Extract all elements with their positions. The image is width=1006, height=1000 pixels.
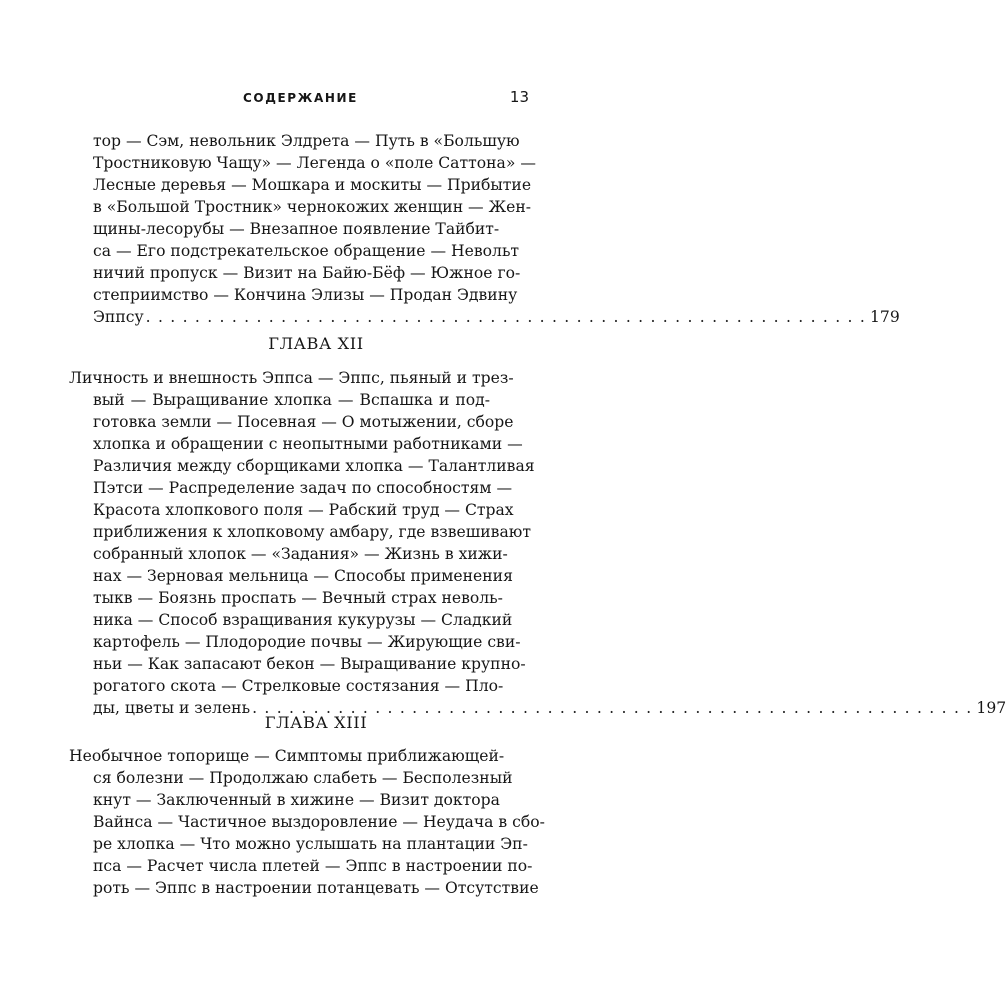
text-line: ньи — Как запасают бекон — Выращивание крупно- [93, 655, 526, 673]
text-line: ре хлопка — Что можно услышать на плантации Эп- [93, 835, 528, 853]
dot-leader: . . . . . . . . . . . . . . . . . . . . . . . . . . . . . . . . . . . . . . . . . . . . . . . . . . . . . . . . . . . [145, 308, 866, 326]
text-line: ничий пропуск — Визит на Байю-Бёф — Южное го- [93, 264, 521, 282]
text-line: ника — Способ взращивания кукурузы — Сладкий [93, 611, 513, 629]
text-line: пса — Расчет числа плетей — Эппс в настроении по- [93, 857, 533, 875]
text-line: ся болезни — Продолжаю слабеть — Бесполезный [93, 769, 513, 787]
text-line: в «Большой Тростник» чернокожих женщин — Жен- [93, 198, 532, 216]
text-line: готовка земли — Посевная — О мотыжении, сборе [93, 413, 514, 431]
text-line: степриимство — Кончина Элизы — Продан Эдвину [93, 286, 518, 304]
toc-page-number: 179 [870, 308, 900, 326]
text-line: собранный хлопок — «Задания» — Жизнь в хижи- [93, 545, 508, 563]
toc-page-number: 197 [976, 699, 1006, 717]
running-head [0, 88, 632, 112]
toc-entry-end[interactable] [93, 306, 900, 328]
text-line: кнут — Заключенный в хижине — Визит доктора [93, 791, 500, 809]
text-line: Пэтси — Распределение задач по способностям — [93, 479, 513, 497]
text-line: са — Его подстрекательское обращение — Невольт [93, 242, 520, 260]
text-line: Тростниковую Чащу» — Легенда о «поле Саттона» — [93, 154, 536, 172]
text-line: Красота хлопкового поля — Рабский труд — Страх [93, 501, 514, 519]
text-line: картофель — Плодородие почвы — Жирующие сви- [93, 633, 521, 651]
text-line: Эппсу [93, 308, 144, 326]
page-number: 13 [509, 88, 529, 106]
text-line: Вайнса — Частичное выздоровление — Неудача в сбо- [93, 813, 545, 831]
text-line: приближения к хлопковому амбару, где взвешивают [93, 523, 531, 541]
text-line: Необычное топорище — Симптомы приближающей- [69, 747, 505, 765]
text-line: Личность и внешность Эппса — Эппс, пьяный и трез- [69, 369, 514, 387]
text-line: ды, цветы и зелень [93, 699, 251, 717]
text-line: Лесные деревья — Мошкара и москиты — Прибытие [93, 176, 532, 194]
chapter-heading[interactable]: ГЛАВА XIII [264, 713, 368, 732]
text-line: вый — Выращивание хлопка — Вспашка и под- [93, 391, 490, 409]
dot-leader: . . . . . . . . . . . . . . . . . . . . . . . . . . . . . . . . . . . . . . . . . . . . . . . . . . . . . . . . . . . [252, 699, 973, 717]
text-line: щины-лесорубы — Внезапное появление Тайбит- [93, 220, 500, 238]
text-line: тыкв — Боязнь проспать — Вечный страх неволь- [93, 589, 503, 607]
text-line: роть — Эппс в настроении потанцевать — Отсутствие [93, 879, 539, 897]
chapter-heading[interactable]: ГЛАВА XII [268, 334, 364, 353]
text-line: нах — Зерновая мельница — Способы применения [93, 567, 513, 585]
text-line: рогатого скота — Стрелковые состязания — Пло- [93, 677, 504, 695]
text-line: Различия между сборщиками хлопка — Талантливая [93, 457, 535, 475]
running-head-title: СОДЕРЖАНИЕ [243, 91, 358, 105]
text-line: хлопка и обращении с неопытными работниками — [93, 435, 523, 453]
text-line: тор — Сэм, невольник Элдрета — Путь в «Большую [93, 132, 520, 150]
